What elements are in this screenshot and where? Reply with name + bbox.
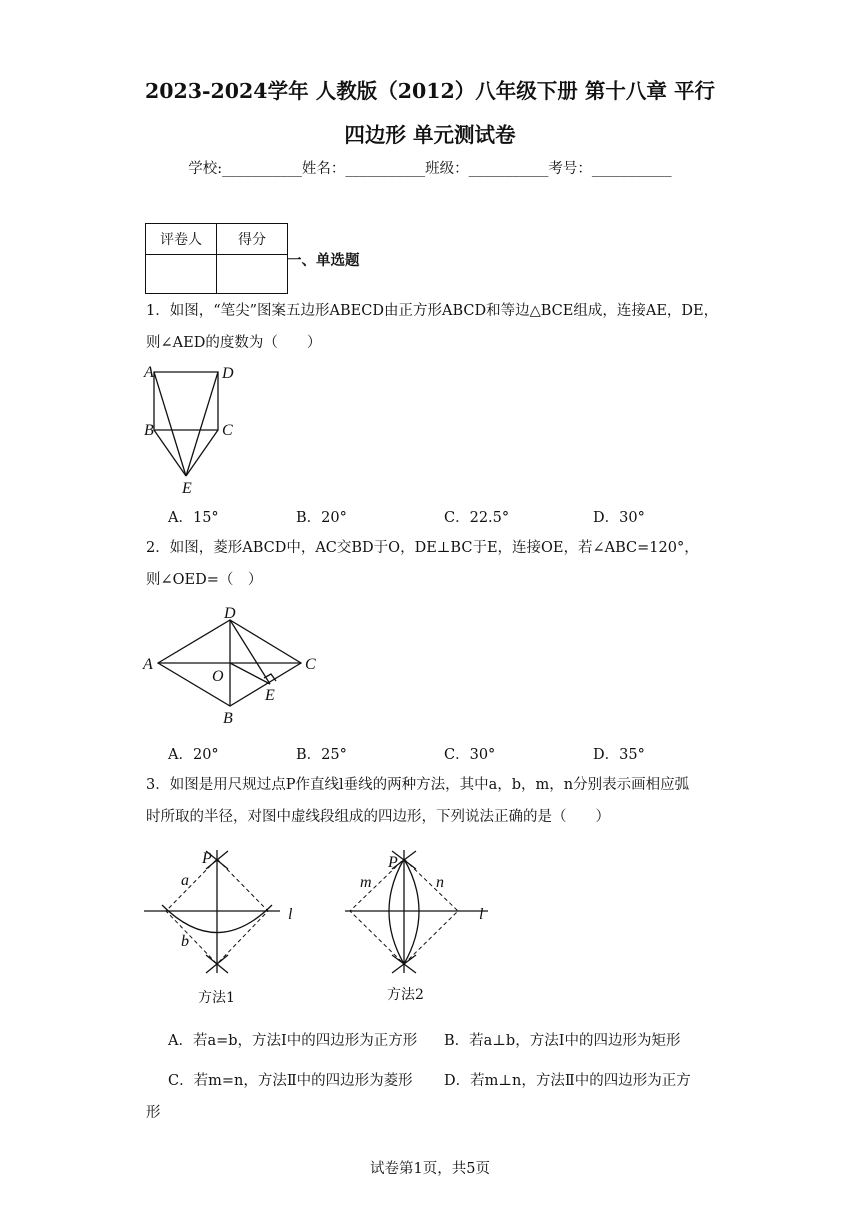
q1-option-d[interactable]: D．30° — [593, 510, 645, 526]
question-2-line1: 2．如图，菱形ABCD中，AC交BD于O，DE⊥BC于E，连接OE，若∠ABC=120°， — [146, 540, 699, 556]
score-table-grader-header: 评卷人 — [146, 224, 217, 255]
page-footer: 试卷第1页，共5页 — [370, 1161, 490, 1177]
q3-m2-label-l: l — [479, 906, 484, 923]
question-3-figure-method1 — [140, 845, 310, 1010]
q2-label-d: D — [224, 605, 236, 622]
q2-option-d[interactable]: D．35° — [593, 747, 645, 763]
q2-option-c[interactable]: C．30° — [444, 747, 496, 763]
question-2-line2: 则∠OED=（ ） — [146, 572, 263, 588]
question-2-figure — [140, 600, 330, 730]
q3-m2-caption: 方法2 — [387, 987, 424, 1003]
q3-m2-label-m: m — [360, 874, 372, 891]
q1-label-a: A — [144, 364, 154, 381]
question-3-line1: 3．如图是用尺规过点P作直线l垂线的两种方法，其中a，b，m，n分别表示画相应弧 — [146, 777, 690, 793]
q1-label-b: B — [144, 422, 154, 439]
q2-label-c: C — [305, 656, 316, 673]
q1-label-d: D — [222, 365, 234, 382]
student-info-line: 学校:___________姓名：___________班级：___________考号：___________ — [188, 161, 672, 177]
doc-title-line2: 四边形 单元测试卷 — [344, 123, 516, 147]
q3-m1-label-l: l — [288, 906, 293, 923]
q1-label-c: C — [222, 422, 233, 439]
q2-label-o: O — [212, 668, 224, 685]
score-table-score-header: 得分 — [217, 224, 288, 255]
q3-m1-label-b: b — [181, 933, 189, 950]
q1-option-b[interactable]: B．20° — [296, 510, 347, 526]
q2-label-a: A — [143, 656, 153, 673]
question-1-line2: 则∠AED的度数为（ ） — [146, 335, 322, 351]
q3-m2-label-n: n — [436, 874, 444, 891]
q3-option-a[interactable]: A．若a=b，方法Ⅰ中的四边形为正方形 — [168, 1033, 418, 1049]
score-table-grader-cell — [146, 255, 217, 294]
q3-option-d-continued: 形 — [146, 1105, 161, 1121]
q2-option-b[interactable]: B．25° — [296, 747, 347, 763]
question-1-figure — [140, 360, 250, 500]
section-title: 一、单选题 — [287, 252, 360, 269]
q1-option-a[interactable]: A．15° — [168, 510, 219, 526]
q3-option-b[interactable]: B．若a⊥b，方法Ⅰ中的四边形为矩形 — [444, 1033, 681, 1049]
q2-label-e: E — [265, 687, 275, 704]
q3-m1-label-p: P — [202, 850, 212, 867]
q3-m2-label-p: P — [388, 854, 398, 871]
score-table-score-cell — [217, 255, 288, 294]
q3-m1-label-a: a — [181, 872, 189, 889]
q3-option-c[interactable]: C．若m=n，方法Ⅱ中的四边形为菱形 — [168, 1073, 413, 1089]
q2-option-a[interactable]: A．20° — [168, 747, 219, 763]
score-table — [145, 223, 288, 294]
q1-label-e: E — [182, 480, 192, 497]
question-3-figure-method2 — [340, 845, 500, 1010]
question-1-line1: 1．如图，“笔尖”图案五边形ABECD由正方形ABCD和等边△BCE组成，连接AE，DE， — [146, 303, 719, 319]
q3-m1-caption: 方法1 — [198, 990, 235, 1006]
doc-title-line1: 2023-2024学年 人教版（2012）八年级下册 第十八章 平行 — [144, 79, 716, 103]
q1-option-c[interactable]: C．22.5° — [444, 510, 510, 526]
q2-label-b: B — [223, 710, 233, 727]
q3-option-d[interactable]: D．若m⊥n，方法Ⅱ中的四边形为正方 — [444, 1073, 691, 1089]
question-3-line2: 时所取的半径，对图中虚线段组成的四边形，下列说法正确的是（ ） — [146, 809, 610, 825]
